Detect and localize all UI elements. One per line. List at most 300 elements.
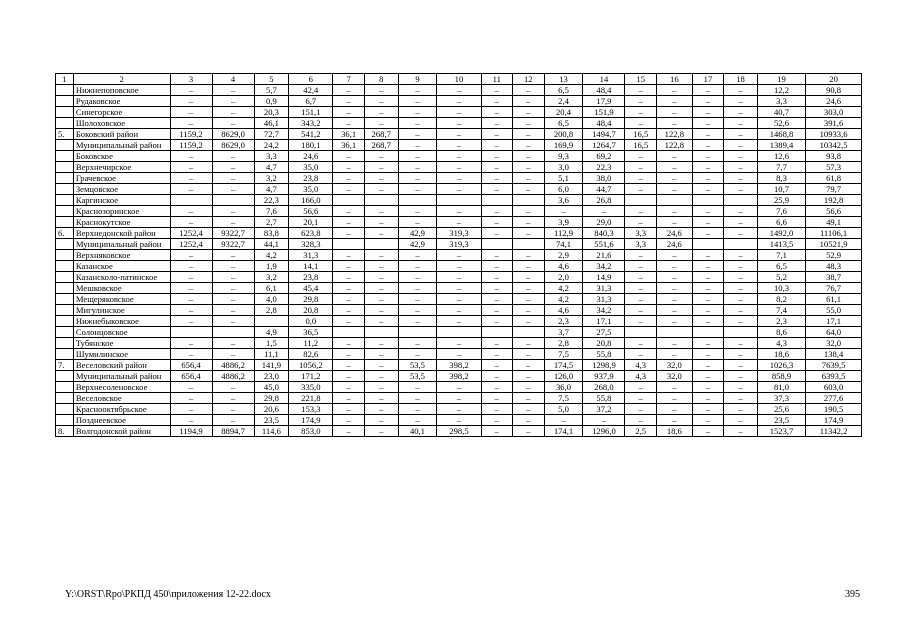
header-cell: 6 [289, 74, 333, 85]
territory-name-cell: Мигулинское [73, 305, 170, 316]
value-cell: – [398, 393, 437, 404]
value-cell: – [724, 107, 758, 118]
row-number-cell [56, 305, 74, 316]
value-cell: 14,9 [583, 272, 625, 283]
value-cell: – [625, 305, 657, 316]
table-row [56, 129, 862, 140]
value-cell: 221,8 [289, 393, 333, 404]
value-cell: – [724, 228, 758, 239]
value-cell: 298,5 [437, 426, 481, 437]
value-cell [656, 195, 692, 206]
value-cell: 23,8 [289, 173, 333, 184]
value-cell: 7,6 [254, 206, 289, 217]
value-cell [724, 239, 758, 250]
value-cell: – [724, 184, 758, 195]
table-row [56, 327, 862, 338]
table-row [56, 140, 862, 151]
value-cell: – [398, 217, 437, 228]
value-cell: 22,3 [254, 195, 289, 206]
value-cell [437, 327, 481, 338]
value-cell: 4,6 [544, 305, 583, 316]
value-cell: 11342,2 [806, 426, 862, 437]
value-cell: – [170, 316, 212, 327]
value-cell: – [212, 349, 254, 360]
territory-name-cell: Земцовское [73, 184, 170, 195]
value-cell: 126,0 [544, 371, 583, 382]
value-cell: 23,0 [254, 371, 289, 382]
value-cell: 303,0 [806, 107, 862, 118]
value-cell: 20,4 [544, 107, 583, 118]
header-cell: 1 [56, 74, 74, 85]
value-cell: – [212, 294, 254, 305]
value-cell: 6,1 [254, 283, 289, 294]
value-cell: 343,2 [289, 118, 333, 129]
value-cell: – [692, 96, 724, 107]
value-cell: – [212, 316, 254, 327]
value-cell: – [481, 426, 513, 437]
value-cell: 2,7 [254, 217, 289, 228]
value-cell: – [364, 228, 398, 239]
value-cell: – [170, 393, 212, 404]
value-cell: – [481, 338, 513, 349]
value-cell: – [437, 162, 481, 173]
value-cell: – [212, 184, 254, 195]
value-cell: 1,5 [254, 338, 289, 349]
value-cell: – [364, 261, 398, 272]
value-cell: – [692, 382, 724, 393]
value-cell: – [513, 250, 545, 261]
value-cell: 2,9 [544, 250, 583, 261]
value-cell: 2,4 [544, 96, 583, 107]
value-cell: – [625, 316, 657, 327]
table-row [56, 173, 862, 184]
value-cell: – [724, 404, 758, 415]
value-cell: 12,2 [757, 85, 805, 96]
value-cell: 656,4 [170, 371, 212, 382]
value-cell: – [481, 294, 513, 305]
value-cell: – [513, 118, 545, 129]
value-cell: 3,6 [544, 195, 583, 206]
value-cell: 8629,0 [212, 129, 254, 140]
value-cell: – [625, 415, 657, 426]
row-number-cell [56, 239, 74, 250]
value-cell: – [544, 206, 583, 217]
value-cell: 4,9 [254, 327, 289, 338]
value-cell: – [724, 250, 758, 261]
value-cell: 11,1 [254, 349, 289, 360]
value-cell: – [513, 206, 545, 217]
value-cell: – [656, 206, 692, 217]
value-cell: – [437, 140, 481, 151]
value-cell: – [170, 184, 212, 195]
value-cell: – [364, 283, 398, 294]
value-cell: – [364, 404, 398, 415]
value-cell: – [364, 316, 398, 327]
value-cell: 36,1 [333, 140, 365, 151]
value-cell: 25,9 [757, 195, 805, 206]
value-cell: – [481, 283, 513, 294]
value-cell: – [170, 305, 212, 316]
value-cell: 171,2 [289, 371, 333, 382]
value-cell: – [212, 393, 254, 404]
value-cell: – [212, 162, 254, 173]
value-cell: 3,0 [544, 162, 583, 173]
value-cell: – [481, 382, 513, 393]
value-cell: – [333, 261, 365, 272]
value-cell: – [398, 140, 437, 151]
territory-name-cell: Солонцовское [73, 327, 170, 338]
value-cell: – [692, 250, 724, 261]
value-cell: – [437, 349, 481, 360]
value-cell: 4,2 [544, 283, 583, 294]
value-cell: – [481, 415, 513, 426]
value-cell: – [212, 261, 254, 272]
value-cell: – [724, 349, 758, 360]
value-cell: – [212, 173, 254, 184]
territory-name-cell: Шолоховское [73, 118, 170, 129]
value-cell: – [692, 393, 724, 404]
table-body [56, 85, 862, 437]
value-cell: – [692, 140, 724, 151]
value-cell: – [398, 294, 437, 305]
value-cell: 14,1 [289, 261, 333, 272]
value-cell: 623,8 [289, 228, 333, 239]
row-number-cell [56, 327, 74, 338]
territory-name-cell: Верхнечирское [73, 162, 170, 173]
value-cell: – [656, 151, 692, 162]
value-cell: 1298,9 [583, 360, 625, 371]
value-cell: – [625, 382, 657, 393]
header-cell: 2 [73, 74, 170, 85]
value-cell: 44,7 [583, 184, 625, 195]
value-cell: – [437, 217, 481, 228]
value-cell: 319,3 [437, 239, 481, 250]
header-cell: 4 [212, 74, 254, 85]
row-number-cell: 6. [56, 228, 74, 239]
row-number-cell [56, 140, 74, 151]
value-cell: 4,2 [254, 250, 289, 261]
value-cell [170, 195, 212, 206]
value-cell: 4,3 [757, 338, 805, 349]
value-cell: 2,3 [544, 316, 583, 327]
row-number-cell: 7. [56, 360, 74, 371]
value-cell: 141,9 [254, 360, 289, 371]
value-cell [692, 195, 724, 206]
value-cell: – [692, 151, 724, 162]
value-cell: 90,8 [806, 85, 862, 96]
value-cell: – [170, 206, 212, 217]
value-cell: – [481, 206, 513, 217]
value-cell: – [513, 415, 545, 426]
table-row [56, 195, 862, 206]
value-cell: 268,7 [364, 129, 398, 140]
value-cell: – [656, 294, 692, 305]
value-cell: – [692, 283, 724, 294]
value-cell: – [333, 316, 365, 327]
value-cell: 3,3 [625, 239, 657, 250]
value-cell: 6,5 [544, 118, 583, 129]
value-cell: 24,6 [806, 96, 862, 107]
value-cell: – [692, 206, 724, 217]
row-number-cell [56, 415, 74, 426]
header-cell: 10 [437, 74, 481, 85]
value-cell: – [656, 162, 692, 173]
value-cell: 53,5 [398, 371, 437, 382]
value-cell: – [481, 118, 513, 129]
value-cell: – [481, 228, 513, 239]
value-cell: 36,0 [544, 382, 583, 393]
value-cell: 61,8 [806, 173, 862, 184]
value-cell: 7,4 [757, 305, 805, 316]
value-cell: – [481, 272, 513, 283]
value-cell: – [170, 151, 212, 162]
value-cell: – [364, 371, 398, 382]
value-cell: 1523,7 [757, 426, 805, 437]
value-cell: – [481, 250, 513, 261]
value-cell: – [513, 140, 545, 151]
value-cell: 12,6 [757, 151, 805, 162]
value-cell: – [364, 305, 398, 316]
row-number-cell [56, 393, 74, 404]
value-cell: – [513, 382, 545, 393]
value-cell: – [437, 85, 481, 96]
value-cell: – [656, 415, 692, 426]
value-cell: 603,0 [806, 382, 862, 393]
value-cell: – [398, 184, 437, 195]
value-cell: – [625, 184, 657, 195]
row-number-cell [56, 85, 74, 96]
value-cell: 46,1 [254, 118, 289, 129]
value-cell: 4886,2 [212, 371, 254, 382]
row-number-cell [56, 118, 74, 129]
value-cell: – [398, 151, 437, 162]
value-cell: 27,5 [583, 327, 625, 338]
value-cell: – [364, 426, 398, 437]
value-cell: 2,0 [544, 272, 583, 283]
row-number-cell [56, 173, 74, 184]
value-cell: – [364, 96, 398, 107]
row-number-cell [56, 96, 74, 107]
value-cell: – [656, 393, 692, 404]
value-cell: – [170, 118, 212, 129]
value-cell [724, 327, 758, 338]
value-cell: – [333, 96, 365, 107]
value-cell: – [333, 184, 365, 195]
territory-name-cell: Краснооктябрьское [73, 404, 170, 415]
value-cell: – [437, 272, 481, 283]
value-cell: 391,6 [806, 118, 862, 129]
value-cell [364, 327, 398, 338]
value-cell [692, 327, 724, 338]
value-cell [170, 327, 212, 338]
value-cell: – [437, 206, 481, 217]
value-cell: – [724, 85, 758, 96]
value-cell: – [692, 305, 724, 316]
value-cell: 7,1 [757, 250, 805, 261]
value-cell [692, 239, 724, 250]
value-cell: – [656, 382, 692, 393]
row-number-cell [56, 151, 74, 162]
value-cell: – [437, 118, 481, 129]
header-cell: 15 [625, 74, 657, 85]
value-cell: – [398, 305, 437, 316]
value-cell: – [212, 217, 254, 228]
value-cell: 858,9 [757, 371, 805, 382]
value-cell: – [481, 129, 513, 140]
value-cell: – [692, 173, 724, 184]
value-cell: – [724, 283, 758, 294]
value-cell: 268,7 [364, 140, 398, 151]
territory-name-cell: Синегорское [73, 107, 170, 118]
table-row [56, 272, 862, 283]
value-cell: – [364, 118, 398, 129]
value-cell: – [212, 338, 254, 349]
value-cell: – [625, 151, 657, 162]
territory-name-cell: Казанское [73, 261, 170, 272]
row-number-cell [56, 316, 74, 327]
value-cell: 174,9 [806, 415, 862, 426]
value-cell: 3,3 [757, 96, 805, 107]
value-cell [625, 195, 657, 206]
row-number-cell: 5. [56, 129, 74, 140]
territory-name-cell: Мещеряковское [73, 294, 170, 305]
value-cell: – [481, 261, 513, 272]
value-cell: – [481, 371, 513, 382]
value-cell: – [333, 206, 365, 217]
value-cell: – [481, 316, 513, 327]
value-cell: 166,0 [289, 195, 333, 206]
value-cell: 174,1 [544, 426, 583, 437]
value-cell: 3,7 [544, 327, 583, 338]
value-cell: – [513, 173, 545, 184]
value-cell: – [398, 404, 437, 415]
value-cell: – [513, 162, 545, 173]
value-cell: 335,0 [289, 382, 333, 393]
header-cell: 13 [544, 74, 583, 85]
value-cell: – [364, 382, 398, 393]
value-cell: – [625, 272, 657, 283]
value-cell: 4,0 [254, 294, 289, 305]
value-cell: – [692, 371, 724, 382]
value-cell: 1494,7 [583, 129, 625, 140]
value-cell: – [625, 338, 657, 349]
value-cell: – [437, 382, 481, 393]
value-cell: 48,4 [583, 118, 625, 129]
value-cell: 55,8 [583, 393, 625, 404]
value-cell: 11106,1 [806, 228, 862, 239]
footer-file-path: Y:\ORST\Rpo\РКПД 450\приложения 12-22.docx [65, 589, 271, 600]
value-cell: – [625, 206, 657, 217]
value-cell: 551,6 [583, 239, 625, 250]
value-cell: – [513, 283, 545, 294]
value-cell: – [656, 173, 692, 184]
value-cell: – [692, 118, 724, 129]
value-cell: – [398, 118, 437, 129]
territory-name-cell: Мешковское [73, 283, 170, 294]
table-row [56, 393, 862, 404]
value-cell: 56,6 [806, 206, 862, 217]
value-cell: 10521,9 [806, 239, 862, 250]
value-cell: – [398, 283, 437, 294]
value-cell: – [692, 261, 724, 272]
value-cell: – [625, 250, 657, 261]
value-cell: 151,1 [289, 107, 333, 118]
value-cell: – [724, 305, 758, 316]
value-cell: 16,5 [625, 140, 657, 151]
value-cell: – [481, 96, 513, 107]
value-cell: – [398, 338, 437, 349]
value-cell [364, 239, 398, 250]
value-cell: 2,8 [254, 305, 289, 316]
value-cell: – [724, 96, 758, 107]
value-cell: – [333, 338, 365, 349]
value-cell: – [625, 261, 657, 272]
value-cell: – [724, 129, 758, 140]
table-row [56, 162, 862, 173]
value-cell: 83,8 [254, 228, 289, 239]
value-cell: – [583, 415, 625, 426]
value-cell: – [724, 294, 758, 305]
value-cell [513, 327, 545, 338]
table-row [56, 261, 862, 272]
value-cell: 29,8 [254, 393, 289, 404]
value-cell: 937,9 [583, 371, 625, 382]
value-cell: – [724, 415, 758, 426]
value-cell: 25,6 [757, 404, 805, 415]
value-cell: 2,3 [757, 316, 805, 327]
value-cell: – [212, 118, 254, 129]
value-cell: – [333, 228, 365, 239]
row-number-cell: 8. [56, 426, 74, 437]
value-cell: 10342,5 [806, 140, 862, 151]
value-cell: – [333, 305, 365, 316]
value-cell: – [333, 360, 365, 371]
table-row [56, 85, 862, 96]
territory-name-cell: Грачевское [73, 173, 170, 184]
value-cell: – [333, 426, 365, 437]
value-cell [364, 195, 398, 206]
value-cell: 24,6 [289, 151, 333, 162]
territory-name-cell: Верхнесоленовское [73, 382, 170, 393]
table-row [56, 107, 862, 118]
value-cell: – [398, 107, 437, 118]
value-cell: – [333, 349, 365, 360]
value-cell: 17,1 [806, 316, 862, 327]
value-cell [333, 239, 365, 250]
value-cell: – [656, 349, 692, 360]
value-cell: – [437, 261, 481, 272]
value-cell: – [170, 283, 212, 294]
value-cell: 23,5 [757, 415, 805, 426]
value-cell: 23,8 [289, 272, 333, 283]
value-cell: 42,9 [398, 228, 437, 239]
value-cell: – [212, 272, 254, 283]
value-cell: – [692, 85, 724, 96]
value-cell: – [170, 217, 212, 228]
table-row [56, 404, 862, 415]
value-cell: 34,2 [583, 305, 625, 316]
table-row [56, 96, 862, 107]
value-cell: 38,0 [583, 173, 625, 184]
value-cell: – [481, 173, 513, 184]
value-cell: – [692, 349, 724, 360]
value-cell: 24,2 [254, 140, 289, 151]
value-cell: – [692, 217, 724, 228]
territory-name-cell: Боковское [73, 151, 170, 162]
value-cell: 52,6 [757, 118, 805, 129]
value-cell: 34,2 [583, 261, 625, 272]
value-cell: 48,3 [806, 261, 862, 272]
